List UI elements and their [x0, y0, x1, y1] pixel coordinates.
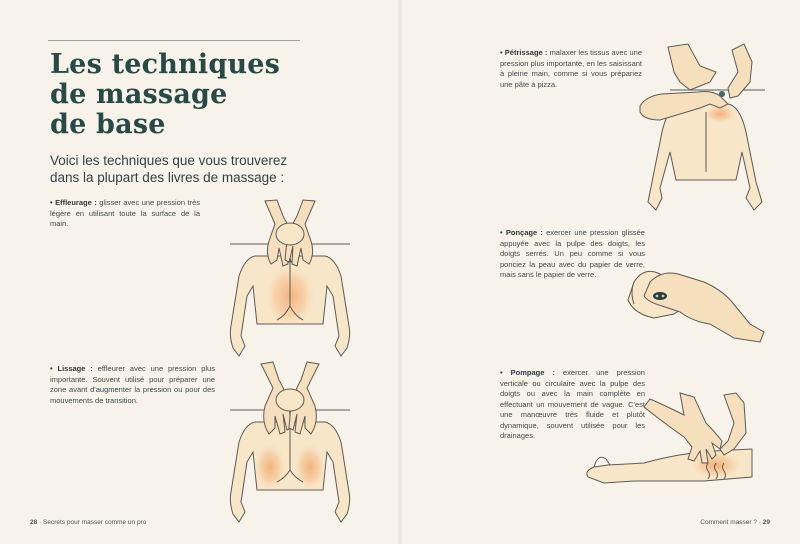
page-number-left: 28	[30, 519, 38, 526]
title-line-1: Les techniques	[50, 49, 281, 80]
petrissage-term: • Pétrissage :	[500, 48, 548, 57]
intro-text: Voici les techniques que vous trouverez dans la plupart des livres de massage :	[50, 153, 288, 185]
running-title-right: Comment masser ? ·	[700, 519, 761, 526]
right-page	[400, 0, 800, 544]
pompage-term: • Pompage :	[500, 368, 555, 377]
page-title	[50, 50, 300, 140]
back-lissage-illustration	[225, 362, 355, 527]
folio-left	[30, 519, 146, 526]
pompage-text: exercer une pression verticale ou circulaire avec la pulpe des doigts ou avec la main complète en effectuant un mouvement de vague. C'est une manœuvre très fluide et plutôt dynamique, souvent utilisée pour les drainages.	[500, 368, 645, 440]
page-number-right: 29	[762, 519, 770, 526]
lissage-paragraph	[50, 364, 215, 406]
leg-pompage-illustration	[584, 393, 754, 493]
petrissage-paragraph	[500, 48, 642, 90]
shoulder-petrissage-illustration	[640, 42, 800, 217]
poncage-term: • Ponçage :	[500, 228, 543, 237]
effleurage-term: • Effleurage :	[50, 198, 97, 207]
title-rule	[48, 40, 300, 41]
effleurage-paragraph	[50, 198, 200, 230]
lissage-text: effleurer avec une pression plus importante. Souvent utilisé pour préparer une zone avant d'augmenter la pression ou pour des mouvements de transition.	[50, 364, 215, 405]
folio-right	[700, 519, 770, 526]
lissage-term: • Lissage :	[50, 364, 93, 373]
running-title-left: · Secrets pour masser comme un pro	[39, 519, 147, 526]
effleurage-text: glisser avec une pression très légère en utilisant toute la surface de la main.	[50, 198, 201, 228]
title-line-3: de base	[50, 109, 166, 140]
poncage-text: exercer une pression glissée appuyée avec la pulpe des doigts, les doigts serrés. Un peu comme si vous ponciez la peau avec du papier de verre, mais sans le papier de verre.	[500, 228, 645, 279]
back-effleurage-illustration	[225, 196, 355, 361]
face-poncage-illustration	[614, 262, 764, 347]
petrissage-text: malaxer les tissus avec une pression plus importante, en les saisissant à pleine main, comme si vous prépariez une pâte à pizza.	[500, 48, 642, 89]
title-line-2: de massage	[50, 79, 228, 110]
